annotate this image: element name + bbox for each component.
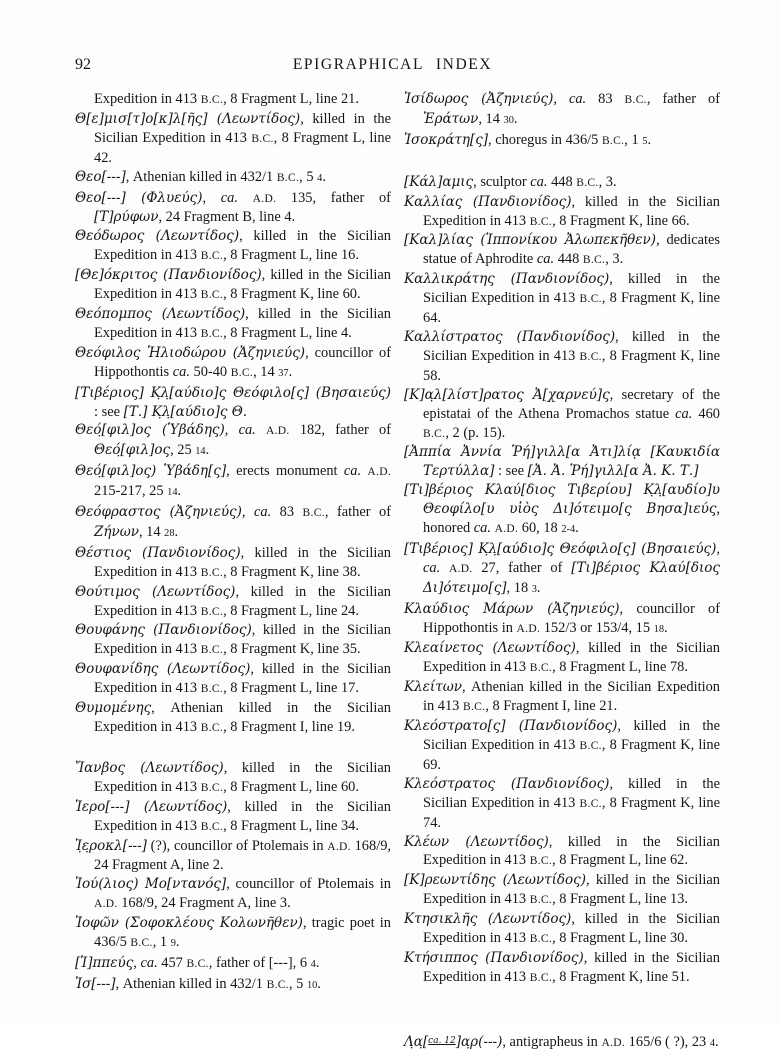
index-entry: Θεό̣[φιλ]ος (Ὑβάδης), ca. A.D. 182, father of Θεό̣[φιλ]ος, 25 14. <box>75 422 391 459</box>
index-entry: Ἰσοκράτη[ς], choregus in 436/5 B.C., 1 5. <box>404 131 652 148</box>
index-entry: Θ[ε]μισ[τ]ο[κ]λ[ῆς] (Λεωντίδος), killed in the Sicilian Expedition in 413 B.C., 8 Fragment L, line 42. <box>75 110 391 166</box>
index-entry: Καλλίστρατος (Πανδιονίδος), killed in the Sicilian Expedition in 413 B.C., 8 Fragment K, line 58. <box>404 328 720 384</box>
index-entry: Καλλίας (Πανδιονίδος), killed in the Sicilian Expedition in 413 B.C., 8 Fragment K, line 66. <box>404 193 720 229</box>
index-entry: [Ἀππία Ἀννία Ῥή]γιλλ[α Ἀτι]λίᾳ [Καυκιδία Τερτύλλα] : see [Ἀ. Ἀ. Ῥή]γιλλ[α Ἀ. Κ. Τ.] <box>404 444 720 480</box>
index-entry: Λ̣α̣[$^{ca. 12}$]α̣ρ(---), antigrapheus in A.D. 165/6 ( ?), 23 4. <box>404 1033 719 1050</box>
index-entry: Θεό̣[φιλ]ος) Ὑβάδη[ς], erects monument ca. A.D. 215-217, 25 14. <box>75 463 391 500</box>
index-entry: Ἰού(λιος) Μο[ντανός], councillor of Ptolemais in A.D. 168/9, 24 Fragment A, line 3. <box>75 876 391 912</box>
index-entry: [Κ]ρεωντίδης (Λεωντίδος), killed in the Sicilian Expedition in 413 B.C., 8 Fragment L, line 13. <box>404 872 720 908</box>
running-title: EPIGRAPHICAL INDEX <box>292 56 493 73</box>
index-entry: Θεο[---] (Φλυεύς), ca. A.D. 135, father of [Τ]ρύφων, 24 Fragment B, line 4. <box>75 189 391 226</box>
index-entry: Θουφανίδης (Λεωντίδος), killed in the Sicilian Expedition in 413 B.C., 8 Fragment L, line 17. <box>75 661 391 697</box>
index-entry: [Τιβέριος] Κ̣λ̣[αύδιο]ς Θεόφιλο[ς] (Βησαιεύς) : see [Τ.] Κ̣λ̣[αύδιο]ς Θ. <box>75 384 391 420</box>
index-entry: Καλλικράτης (Πανδιονίδος), killed in the Sicilian Expedition in 413 B.C., 8 Fragment K, line 64. <box>404 271 721 327</box>
index-entry: Κλαύδιος Μάρων (Ἀζηνιεύς), councillor of Hippothontis in A.D. 152/3 or 153/4, 15 18. <box>404 600 720 636</box>
page-header <box>75 56 710 78</box>
index-entry: [Κάλ]αμις, sculptor ca. 448 B.C., 3. <box>404 173 617 190</box>
index-entry: Θεόφιλος Ἡλιοδώρου (Ἀζηνιεύς), councillor of Hippothontis ca. 50-40 B.C., 14 37. <box>75 344 391 380</box>
index-content <box>75 90 720 1054</box>
index-entry: Κλεόστρατο[ς] (Πανδιονίδος), killed in the Sicilian Expedition in 413 B.C., 8 Fragment K, line 69. <box>404 718 721 773</box>
index-entry: Θεο[---], Athenian killed in 432/1 B.C., 5 4. <box>75 168 326 185</box>
page-number: 92 <box>75 56 91 73</box>
column-left <box>75 90 391 1054</box>
index-entry: Θουφάνης (Πανδιονίδος), killed in the Sicilian Expedition in 413 B.C., 8 Fragment K, line 35. <box>75 622 391 658</box>
index-entry: [Τιβέριος] Κ̣λ̣[αύδιο]ς Θεόφιλο[ς] (Βησαιεύς), ca. A.D. 27, father of [Τι]βέριος Κλαύ[διος Δι]ότειμο[ς], 18 3. <box>404 540 720 596</box>
index-entry: [Καλ]λίας (Ἱππονίκου Ἀλωπεκῆθεν), dedicates statue of Aphrodite ca. 448 B.C., 3. <box>404 232 720 268</box>
index-entry: Ἴανβος (Λεωντίδος), killed in the Sicilian Expedition in 413 B.C., 8 Fragment L, line 60. <box>75 759 391 795</box>
index-entry: Κτήσιππος (Πανδιονίδος), killed in the Sicilian Expedition in 413 B.C., 8 Fragment K, line 51. <box>404 949 720 985</box>
index-entry: Ἱ̣ε̣ροκλ[---] (?), councillor of Ptolemais in A.D. 168/9, 24 Fragment A, line 2. <box>75 837 391 874</box>
index-entry: Ἱερο[---] (Λεωντίδος), killed in the Sicilian Expedition in 413 B.C., 8 Fragment L, line 34. <box>75 798 391 834</box>
index-entry: Κτησικλῆς (Λεωντίδος), killed in the Sicilian Expedition in 413 B.C., 8 Fragment L, line 30. <box>404 911 720 947</box>
index-entry: Ἰσίδωρος (Ἀζηνιεύς), ca. 83 B.C., father of Ἐράτων, 14 30. <box>404 91 720 127</box>
index-entry: Κλέων (Λεωντίδος), killed in the Sicilian Expedition in 413 B.C., 8 Fragment L, line 62. <box>404 833 720 869</box>
index-entry: Θεόφραστος (Ἀζηνιεύς), ca. 83 B.C., father of Ζήνων, 14 28. <box>75 504 391 540</box>
index-entry: Θεόδωρος (Λεωντίδος), killed in the Sicilian Expedition in 413 B.C., 8 Fragment L, line 16. <box>75 228 391 264</box>
index-entry: Ἰοφῶν (Σοφοκλέους Κολωνῆθεν), tragic poet in 436/5 B.C., 1 9. <box>75 915 391 951</box>
index-entry: Κλεαίνετος (Λεωντίδος), killed in the Sicilian Expedition in 413 B.C., 8 Fragment L, line 78. <box>404 640 720 676</box>
index-entry: [Τι]βέριος Κλαύ[διος Τιβερίου] Κ̣λ̣[αυδίο]υ Θεοφίλο[υ υἱὸς Δι]ότειμο[ς Βησα]ιεύς, honored ca. A.D. 60, 18 2-4. <box>404 482 720 537</box>
index-entry: Κλείτων, Athenian killed in the Sicilian Expedition in 413 B.C., 8 Fragment I, line 21. <box>404 679 720 715</box>
index-entry: [Κ]α̣λ[λίστ]ρατος Ἀ[χαρνεύ]ς, secretary of the epistatai of the Athena Promachos statue ca. 460 B.C., 2 (p. 15). <box>404 386 721 441</box>
index-entry: Θούτιμος (Λεωντίδος), killed in the Sicilian Expedition in 413 B.C., 8 Fragment L, line 24. <box>75 583 391 619</box>
index-entry: Θεόπομπος (Λεωντίδος), killed in the Sicilian Expedition in 413 B.C., 8 Fragment L, line 4. <box>75 305 391 341</box>
column-right <box>404 90 720 1054</box>
index-entry: Κλεόστρατος (Πανδιονίδος), killed in the Sicilian Expedition in 413 B.C., 8 Fragment K, line 74. <box>404 775 720 831</box>
index-entry: Θέστιος (Πανδιονίδος), killed in the Sicilian Expedition in 413 B.C., 8 Fragment K, line 38. <box>75 544 391 580</box>
index-entry: [Ἱ]ππεύς, ca. 457 B.C., father of [---], 6 4. <box>75 954 320 971</box>
index-entry: Ἰσ[---], Athenian killed in 432/1 B.C., 5 10. <box>75 975 321 992</box>
index-entry: Expedition in 413 B.C., 8 Fragment L, line 21. <box>94 91 359 107</box>
index-entry: [Θε]όκριτος (Πανδιονίδος), killed in the Sicilian Expedition in 413 B.C., 8 Fragment K, line 60. <box>75 267 391 303</box>
index-entry: Θυμομένης, Athenian killed in the Sicilian Expedition in 413 B.C., 8 Fragment I, line 19. <box>75 700 391 735</box>
